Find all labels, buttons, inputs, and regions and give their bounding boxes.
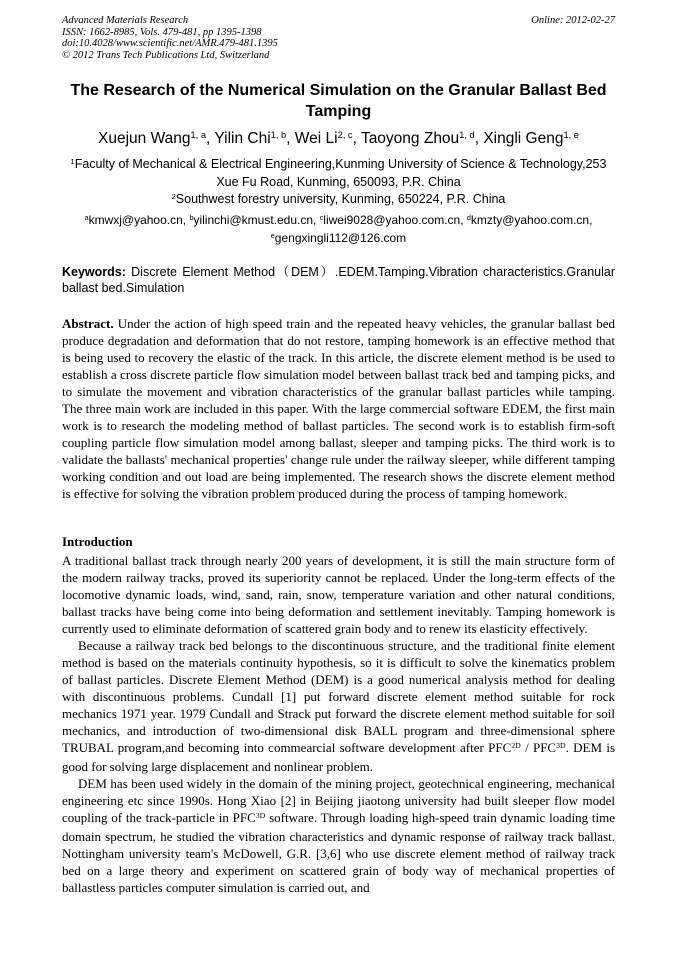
superscript: 3D <box>556 740 566 750</box>
superscript: 3D <box>255 810 266 820</box>
author-superscript: 1, b <box>270 129 287 140</box>
section-heading-introduction: Introduction <box>62 534 133 549</box>
paragraph <box>62 637 615 775</box>
online-date: Online: 2012-02-27 <box>531 15 615 26</box>
author-name: Wei Li <box>294 130 338 147</box>
email-address: liwei9028@yahoo.com.cn <box>323 213 461 227</box>
author-name: Taoyong Zhou <box>360 130 460 147</box>
affiliation-text: Southwest forestry university, Kunming, 650224, P.R. China <box>175 192 506 206</box>
introduction-body <box>62 552 615 896</box>
email-address: kmwxj@yahoo.cn <box>88 213 183 227</box>
email-mark: e <box>270 231 275 241</box>
journal-header <box>62 15 615 61</box>
keywords-text: Discrete Element Method（DEM）.EDEM.Tamping.Vibration characteristics.Granular ballast bed.Simulation <box>62 265 615 295</box>
issn-line: ISSN: 1662-8985, Vols. 479-481, pp 1395-1398 <box>62 26 262 38</box>
paragraph <box>62 775 615 896</box>
paragraph: A traditional ballast track through nearly 200 years of development, it is still the main structure form of the modern railway tracks, proved its superiority cannot be replaced. Under the long-term effects of the locomotive dynamic loads, wind, sand, rain, snow, temperature variation and other natural conditions, ballast tracks have being come into being deformation and settlement inevitably. Tamping homework is currently used to eliminate deformation of scattered grain body and to renew its elasticity effectively. <box>62 553 615 636</box>
email-address: gengxingli112@126.com <box>274 231 407 245</box>
affiliation-mark: 1 <box>70 156 75 166</box>
paragraph-text: . DEM is good for solving large displacement and nonlinear problem. <box>62 740 616 774</box>
copyright-line: © 2012 Trans Tech Publications Ltd, Switzerland <box>62 49 270 61</box>
author-name: Yilin Chi <box>214 130 271 147</box>
author-name: Xuejun Wang <box>98 130 191 147</box>
keywords <box>62 264 615 296</box>
email-mark: c <box>319 213 324 223</box>
abstract <box>62 315 615 502</box>
author-superscript: 1, a <box>190 129 207 140</box>
affiliation-2 <box>62 191 615 209</box>
affiliation-1 <box>62 156 615 191</box>
email-mark: a <box>84 213 89 223</box>
superscript: 2D <box>511 740 521 750</box>
email-address: yilinchi@kmust.edu.cn <box>193 213 314 227</box>
paragraph-text: DEM has been used widely in the domain of the mining project, geotechnical engineering, mechanical engineering etc since 1990s. Hong Xiao [2] in Beijing jiaotong university had built sleeper flow model coupling of the track-particle in PFC <box>62 776 615 825</box>
email-mark: d <box>466 213 471 223</box>
affiliation-text: Faculty of Mechanical & Electrical Engineering,Kunming University of Science & Technology,253 Xue Fu Road, Kunming, 650093, P.R. China <box>74 157 607 189</box>
paper-title: The Research of the Numerical Simulation on the Granular Ballast Bed Tamping <box>70 82 607 120</box>
author-list: Xuejun Wang$^{1, a}$, Yilin Chi$^{1, b}$, Wei Li$^{2, c}$, Taoyong Zhou$^{1, d}$, Xingli Geng$^{1, e}$ <box>98 129 579 147</box>
author-name: Xingli Geng <box>483 130 564 147</box>
email-list: $^a$kmwxj@yahoo.cn, $^b$yilinchi@kmust.edu.cn, $^c$liwei9028@yahoo.com.cn, $^d$kmzty@yahoo.com.cn, $^e$gengxingli112@126.com <box>84 213 593 245</box>
email-mark: b <box>189 213 194 223</box>
paragraph-text: Because a railway track bed belongs to the discontinuous structure, and the traditional finite element method is based on the materials continuity hypothesis, so it is difficult to solve the kinematics problem of ballast particles. Discrete Element Method (DEM) is a good numerical analysis method for dealing with discontinuous problems. Cundall [1] put forward discrete element method suitable for rock mechanics 1971 year. 1979 Cundall and Strack put forward the discrete element method suitable for soil mechanics, and introduction of two-dimensional disk BALL program and three-dimensional sphere TRUBAL program,and becoming into commearcial software development after PFC <box>62 638 615 755</box>
paragraph-text: software. Through loading high-speed train dynamic loading time domain spectrum, he studied the vibration characteristics and dynamic response of railway track ballast. Nottingham university team's McDowell, G.R. [3,6] who use discrete element method of railway track bed on a large theory and experiment on scattered grain of body way of mechanical properties of ballastless particles computer simulation is carried out, and <box>62 810 616 895</box>
abstract-label: Abstract. <box>62 316 114 331</box>
journal-name: Advanced Materials Research <box>62 15 189 26</box>
email-address: kmzty@yahoo.com.cn <box>470 213 590 227</box>
author-superscript: 2, c <box>337 129 353 140</box>
keywords-label: Keywords: <box>62 265 126 279</box>
doi-line: doi:10.4028/www.scientific.net/AMR.479-481.1395 <box>62 38 278 50</box>
author-superscript: 1, d <box>459 129 475 140</box>
abstract-text: Under the action of high speed train and the repeated heavy vehicles, the granular ballast bed produce degradation and deformation that do not restore, tamping homework is an effective method that is being used to recovery the elastic of the track. In this article, the discrete element method is be used to establish a cross discrete particle flow simulation model between ballast track bed and tamping picks, and to simulate the movement and vibration characteristics of the granular ballast particles while tamping. The three main work are included in this paper. With the large commercial software EDEM, the first main work is to research the modeling method of ballast particles. The second work is to establish firm-soft coupling particle flow simulation model among ballast, sleeper and tamping picks. The third work is to validate the ballasts' mechanical properties' change rule under the railway sleeper, while different tamping working condition and out load are being implemented. The research shows the discrete element method is effective for solving the vibration problem produced during the process of tamping homework. <box>62 316 616 501</box>
affiliation-mark: 2 <box>171 191 176 201</box>
paragraph-text: / PFC <box>520 740 557 755</box>
author-superscript: 1, e <box>563 129 579 140</box>
